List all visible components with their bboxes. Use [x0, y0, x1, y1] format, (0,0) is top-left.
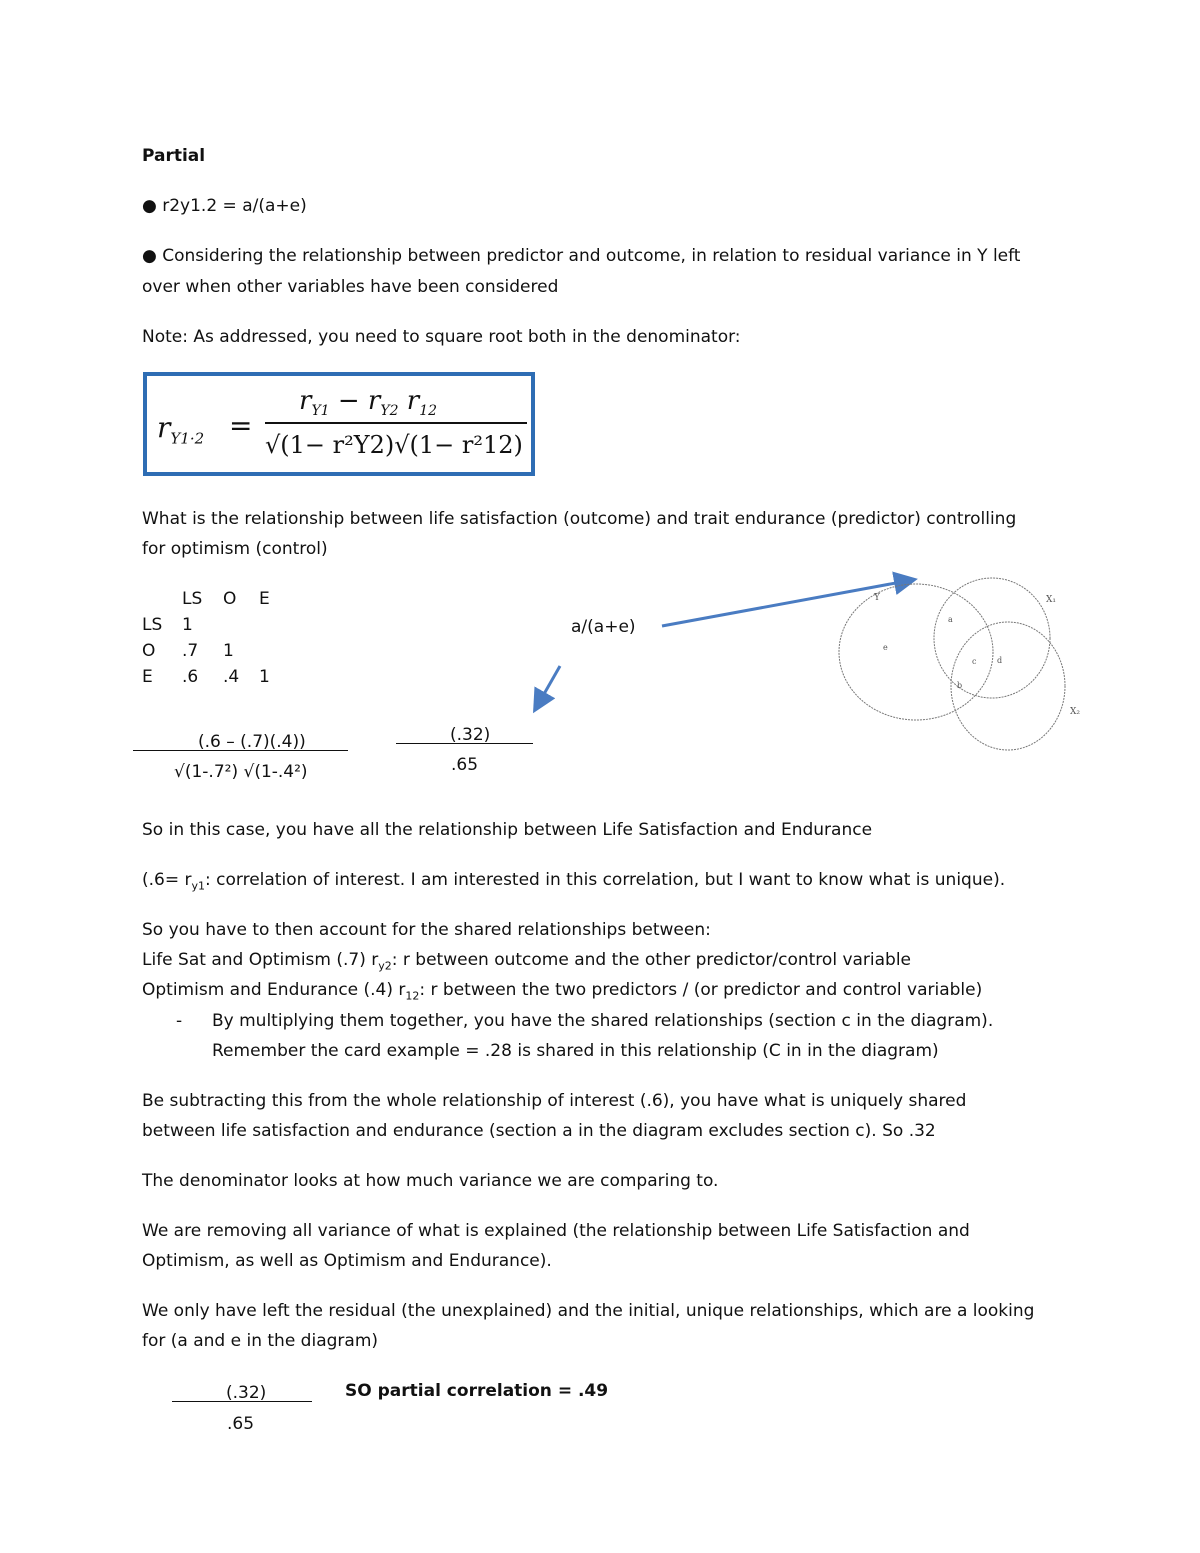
formula-denominator: √(1− r²Y2)√(1− r²12): [265, 431, 523, 459]
paragraph: ($.6= r_{y1}$: correlation of interest. I am interested in this correlation, but I want to know what is unique).: [142, 870, 1006, 893]
paragraph: The denominator looks at how much variance we are comparing to.: [142, 1171, 719, 1191]
matrix-col-header: O: [223, 589, 237, 609]
arrow-to-fraction: [536, 666, 560, 708]
matrix-col-header: LS: [182, 589, 203, 609]
diagram-formula-label: a/(a+e): [571, 617, 636, 637]
venn-label: b: [957, 681, 963, 690]
matrix-cell: .7: [182, 641, 199, 661]
venn-label: c: [972, 657, 977, 666]
list-item-text: By multiplying them together, you have the shared relationships (section c in the diagram).: [212, 1011, 994, 1031]
bullet-dot: ●: [142, 196, 157, 216]
venn-diagram: [830, 570, 1090, 760]
calc3-fraction-line: [172, 1401, 312, 1402]
calc2-denominator: .65: [451, 755, 479, 775]
paragraph: So you have to then account for the shared relationships between:: [142, 920, 711, 940]
paragraph-continued: for (a and e in the diagram): [142, 1331, 379, 1351]
question-text: What is the relationship between life satisfaction (outcome) and trait endurance (predictor) controlling: [142, 509, 1017, 529]
paragraph: Life Sat and Optimism (.7) $r_{y2}$: r between outcome and the other predictor/control variable: [142, 950, 912, 973]
calc2-fraction-line: [396, 743, 533, 744]
venn-label: d: [997, 656, 1003, 665]
formula-equals: =: [229, 409, 253, 442]
bullet-text-continued: over when other variables have been considered: [142, 277, 559, 297]
matrix-row-label: LS: [142, 615, 163, 635]
venn-circle-x2: [951, 622, 1065, 750]
calc1-fraction-line: [133, 750, 348, 751]
calc1-numerator: (.6 – (.7)(.4)): [198, 732, 306, 752]
paragraph: We only have left the residual (the unexplained) and the initial, unique relationships, which are a looking: [142, 1301, 1035, 1321]
formula-lhs: $r_{Y1\cdot 2}$: [157, 411, 205, 448]
matrix-row-label: E: [142, 667, 153, 687]
paragraph: So in this case, you have all the relationship between Life Satisfaction and Endurance: [142, 820, 873, 840]
section-heading: Partial: [142, 146, 206, 166]
formula-numerator: $r_{Y1} - r_{Y2}$ $r_{12}$: [299, 386, 438, 420]
note-text: Note: As addressed, you need to square root both in the denominator:: [142, 327, 741, 347]
list-item-text-continued: Remember the card example = .28 is shared in this relationship (C in in the diagram): [212, 1041, 939, 1061]
venn-label: e: [883, 643, 888, 652]
calc1-denominator: √(1-.7²) √(1-.4²): [174, 762, 308, 782]
matrix-cell: .4: [223, 667, 240, 687]
matrix-cell: 1: [223, 641, 234, 661]
paragraph: We are removing all variance of what is explained (the relationship between Life Satisfaction and: [142, 1221, 970, 1241]
question-text-continued: for optimism (control): [142, 539, 328, 559]
venn-circle-y: [839, 584, 993, 720]
bullet-dot: ●: [142, 246, 157, 266]
calc3-denominator: .65: [227, 1414, 255, 1434]
matrix-col-header: E: [259, 589, 270, 609]
venn-label: X₂: [1070, 707, 1081, 717]
matrix-row-label: O: [142, 641, 156, 661]
matrix-cell: 1: [259, 667, 270, 687]
dash-bullet: -: [176, 1011, 183, 1031]
venn-label: Y: [874, 593, 880, 603]
bullet-text: r2y1.2 = a/(a+e): [162, 196, 307, 216]
matrix-cell: .6: [182, 667, 199, 687]
bullet-text: Considering the relationship between predictor and outcome, in relation to residual variance in Y left: [162, 246, 1021, 266]
result-text: SO partial correlation = .49: [345, 1381, 609, 1401]
venn-label: X₁: [1046, 595, 1057, 605]
paragraph: Be subtracting this from the whole relationship of interest (.6), you have what is uniquely shared: [142, 1091, 967, 1111]
venn-label: a: [948, 615, 953, 624]
calc2-numerator: (.32): [450, 725, 491, 745]
paragraph: Optimism and Endurance (.4) $r_{12}$: r between the two predictors / (or predictor and control variable): [142, 980, 983, 1003]
paragraph-continued: Optimism, as well as Optimism and Endurance).: [142, 1251, 552, 1271]
matrix-cell: 1: [182, 615, 193, 635]
paragraph-continued: between life satisfaction and endurance (section a in the diagram excludes section c). So .32: [142, 1121, 936, 1141]
calc3-numerator: (.32): [226, 1383, 267, 1403]
